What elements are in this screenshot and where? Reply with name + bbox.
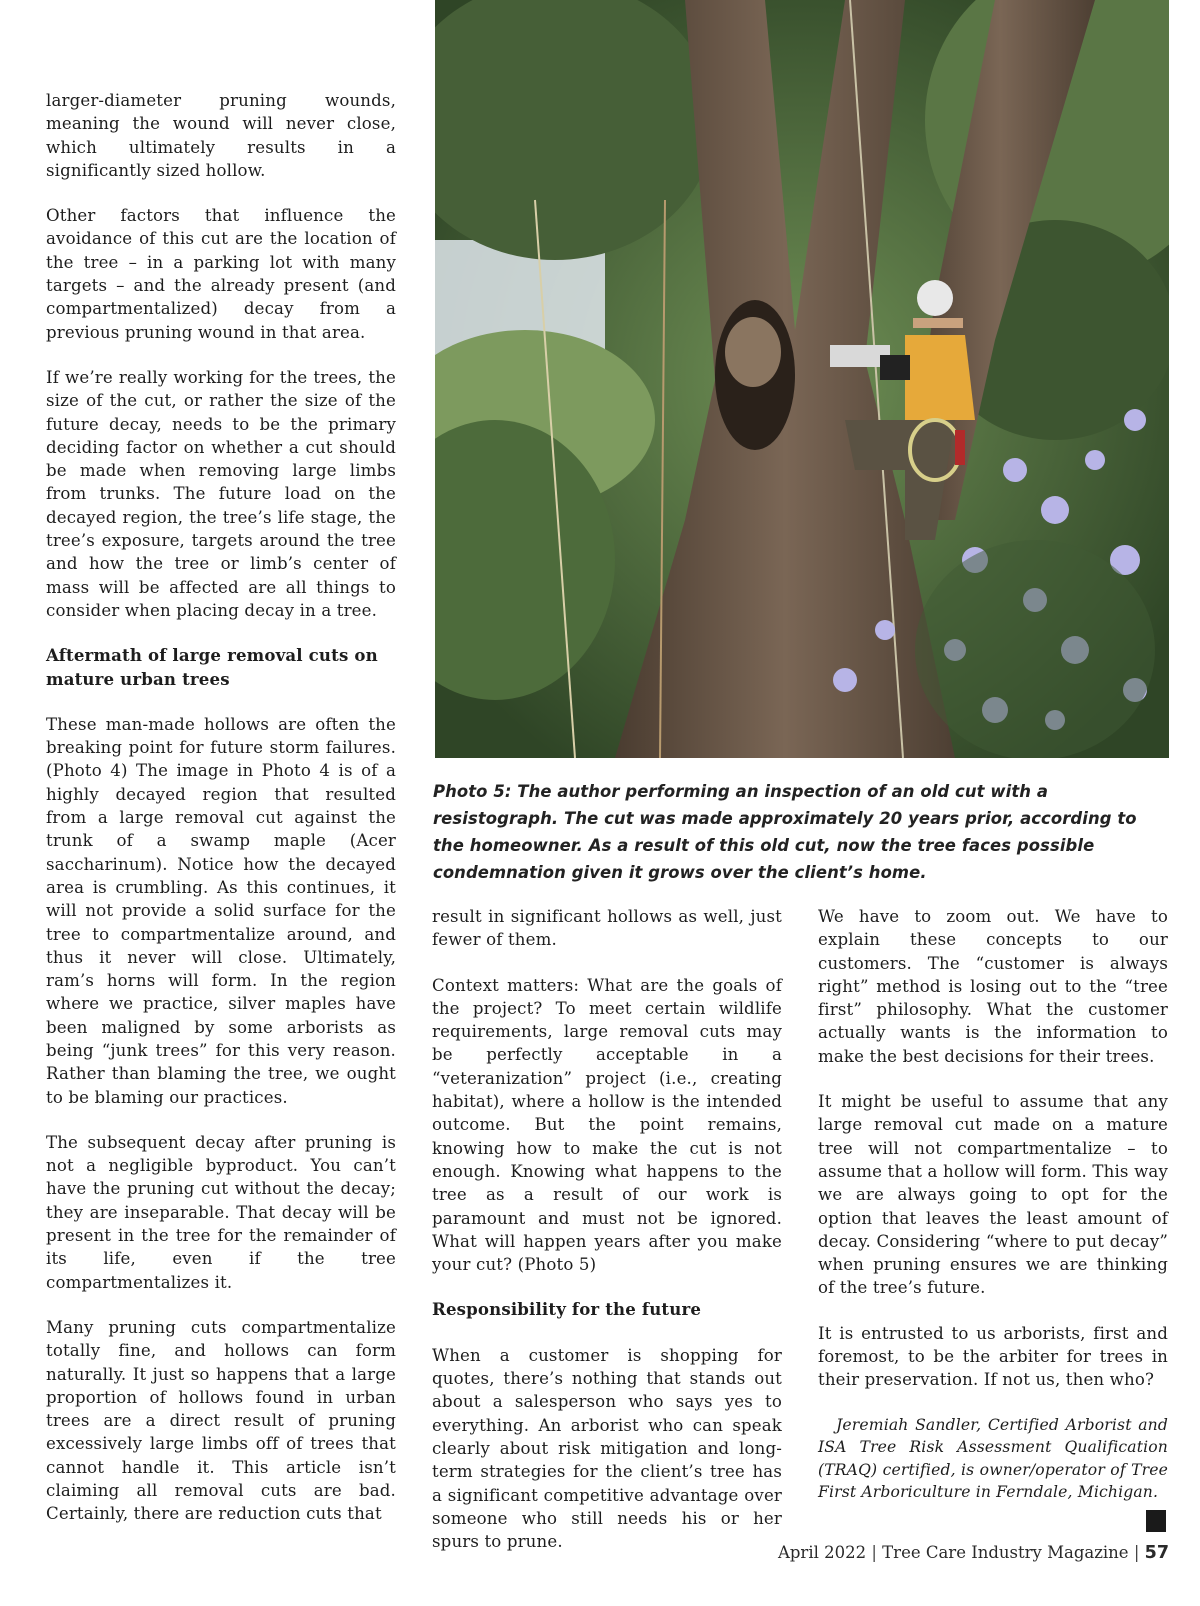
page-footer <box>778 1543 1169 1563</box>
middle-paragraph-1: result in significant hollows as well, just fewer of them. <box>432 907 782 950</box>
section-heading-responsibility: Responsibility for the future <box>432 1299 702 1320</box>
footer-magazine-name: Tree Care Industry Magazine <box>882 1543 1129 1562</box>
author-bio: Jeremiah Sandler, Certified Arborist and ISA Tree Risk Assessment Qualification (TRAQ) certified, is owner/operator of Tree First Arboriculture in Ferndale, Michigan. <box>818 1415 1168 1502</box>
middle-paragraph-3: When a customer is shopping for quotes, there’s nothing that stands out about a salesperson who says yes to everything. An arborist who can speak clearly about risk mitigation and long-term strategies for the client’s tree has a significant competitive advantage over someone who still needs his or her spurs to prune. <box>432 1345 782 1552</box>
footer-separator-1: | <box>871 1543 877 1562</box>
middle-paragraph-2: Context matters: What are the goals of the project? To meet certain wildlife requirements, large removal cuts may be perfectly acceptable in a “veteranization” project (i.e., creating habitat), where a hollow is the intended outcome. But the point remains, knowing how to make the cut is not enough. Knowing what happens to the tree as a result of our work is paramount and must not be ignored. What will happen years after you make your cut? (Photo 5) <box>432 975 782 1275</box>
left-paragraph-4: These man-made hollows are often the breaking point for future storm failures. (Photo 4) The image in Photo 4 is of a highly decayed region that resulted from a large removal cut against the trunk of a swamp maple (Acer saccharinum). Notice how the decayed area is crumbling. As this continues, it will not provide a solid surface for the tree to compartmentalize around, and thus it never will close. Ultimately, ram’s horns will form. In the region where we practice, silver maples have been maligned by some arborists as being “junk trees” for this very reason. Rather than blaming the tree, we ought to be blaming our practices. <box>46 714 396 1107</box>
right-text-column <box>818 905 1168 1526</box>
photo-illustration <box>435 0 1169 758</box>
right-paragraph-3: It is entrusted to us arborists, first and foremost, to be the arbiter for trees in their preservation. If not us, then who? <box>818 1323 1168 1390</box>
photo-5-arborist-inspection <box>435 0 1169 758</box>
page-number: 57 <box>1144 1543 1169 1563</box>
photo-caption: Photo 5: The author performing an inspection of an old cut with a resistograph. The cut was made approximately 20 years prior, according to the homeowner. As a result of this old cut, now the tree faces possible condemnation given it grows over the client’s home. <box>433 782 1137 882</box>
section-heading-aftermath: Aftermath of large removal cuts on mature urban trees <box>46 645 378 689</box>
left-text-column <box>46 89 396 1548</box>
right-paragraph-1: We have to zoom out. We have to explain these concepts to our customers. The “customer is always right” method is losing out to the “tree first” philosophy. What the customer actually wants is the information to make the best decisions for their trees. <box>818 907 1168 1066</box>
left-paragraph-6: Many pruning cuts compartmentalize totally fine, and hollows can form naturally. It just so happens that a large proportion of hollows found in urban trees are a direct result of pruning excessively large limbs off of trees that cannot handle it. This article isn’t claiming all removal cuts are bad. Certainly, there are reduction cuts that <box>46 1317 396 1524</box>
right-paragraph-2: It might be useful to assume that any large removal cut made on a mature tree will not compartmentalize – to assume that a hollow will form. This way we are always going to opt for the option that leaves the least amount of decay. Considering “where to put decay” when pruning ensures we are thinking of the tree’s future. <box>818 1092 1168 1298</box>
footer-issue-date: April 2022 <box>777 1543 867 1562</box>
footer-separator-2: | <box>1133 1543 1140 1562</box>
end-of-article-mark <box>1146 1510 1166 1532</box>
left-paragraph-5: The subsequent decay after pruning is not a negligible byproduct. You can’t have the pruning cut without the decay; they are inseparable. That decay will be present in the tree for the remainder of its life, even if the tree compartmentalizes it. <box>46 1132 396 1292</box>
left-paragraph-2: Other factors that influence the avoidance of this cut are the location of the tree – in a parking lot with many targets – and the already present (and compartmentalized) decay from a previous pruning wound in that area. <box>46 206 396 342</box>
middle-text-column <box>432 905 782 1575</box>
left-paragraph-1: larger-diameter pruning wounds, meaning the wound will never close, which ultimately results in a significantly sized hollow. <box>46 91 396 180</box>
left-paragraph-3: If we’re really working for the trees, the size of the cut, or rather the size of the future decay, needs to be the primary deciding factor on whether a cut should be made when removing large limbs from trunks. The future load on the decayed region, the tree’s life stage, the tree’s exposure, targets around the tree and how the tree or limb’s center of mass will be affected are all things to consider when placing decay in a tree. <box>46 367 396 620</box>
